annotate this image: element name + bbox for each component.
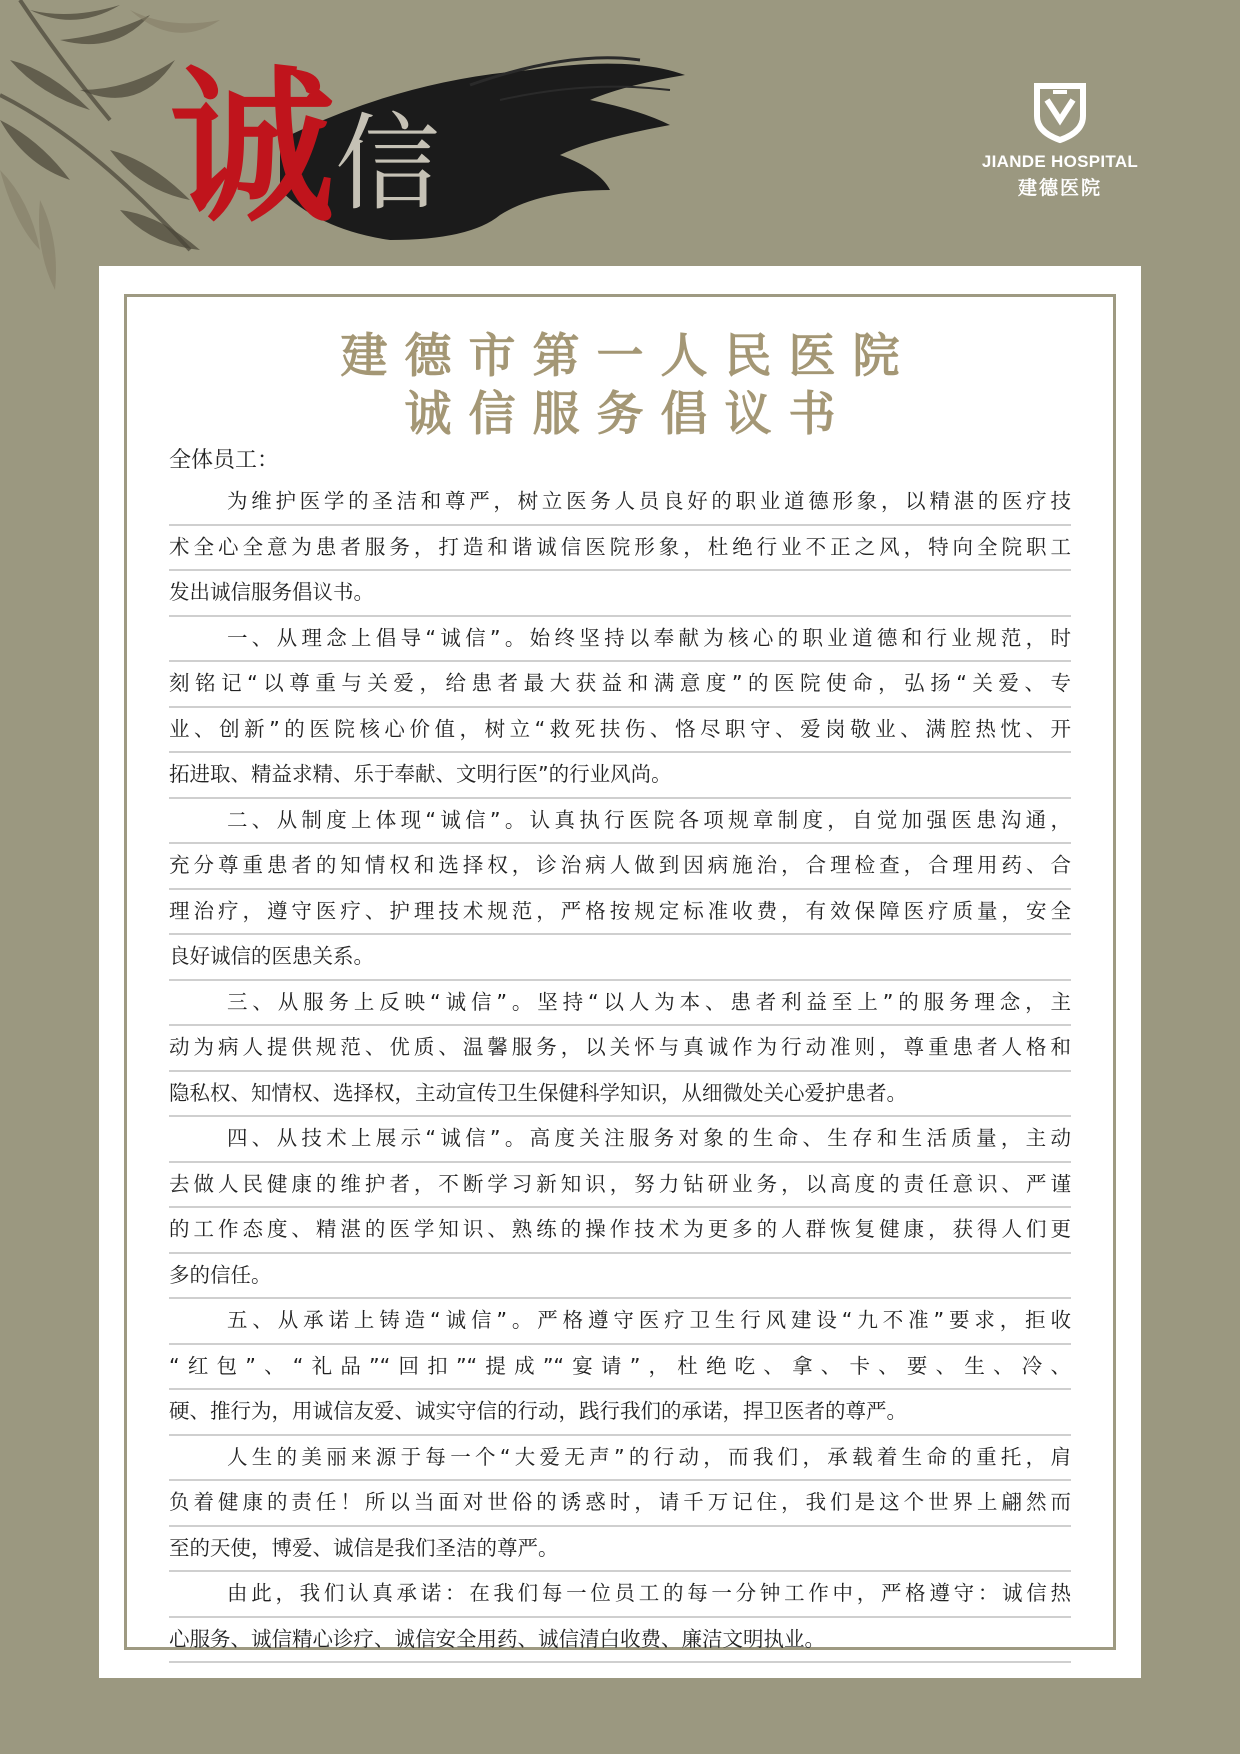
title-line-1: 建德市第一人民医院 (340, 329, 917, 384)
text-line: 拓进取、精益求精、乐于奉献、文明行医”的行业风尚。 (169, 753, 1071, 799)
text-line: 三、从服务上反映“诚信”。坚持“以人为本、患者利益至上”的服务理念，主 (169, 981, 1071, 1027)
svg-text:信: 信 (335, 103, 441, 225)
text-line: 至的天使，博爱、诚信是我们圣洁的尊严。 (169, 1527, 1071, 1573)
text-line: 二、从制度上体现“诚信”。认真执行医院各项规章制度，自觉加强医患沟通， (169, 799, 1071, 845)
text-line: 术全心全意为患者服务，打造和谐诚信医院形象，杜绝行业不正之风，特向全院职工 (169, 526, 1071, 572)
text-line: 刻铭记“以尊重与关爱，给患者最大获益和满意度”的医院使命，弘扬“关爱、专 (169, 662, 1071, 708)
text-line: 隐私权、知情权、选择权，主动宣传卫生保健科学知识，从细微处关心爱护患者。 (169, 1072, 1071, 1118)
text-line: 动为病人提供规范、优质、温馨服务，以关怀与真诚作为行动准则，尊重患者人格和 (169, 1026, 1071, 1072)
hospital-logo (970, 80, 1150, 200)
shield-logo-icon (1031, 80, 1089, 144)
text-line: 充分尊重患者的知情权和选择权，诊治病人做到因病施治，合理检查，合理用药、合 (169, 844, 1071, 890)
document-card (99, 266, 1141, 1678)
text-line: 去做人民健康的维护者，不断学习新知识，努力钻研业务，以高度的责任意识、严谨 (169, 1163, 1071, 1209)
text-line: 理治疗，遵守医疗、护理技术规范，严格按规定标准收费，有效保障医疗质量，安全 (169, 890, 1071, 936)
calligraphy-brush-art (170, 40, 690, 270)
svg-text:诚信诚: 诚 (170, 50, 335, 244)
document-body (169, 480, 1071, 1663)
text-line: 多的信任。 (169, 1254, 1071, 1300)
text-line: 人生的美丽来源于每一个“大爱无声”的行动，而我们，承载着生命的重托，肩 (169, 1436, 1071, 1482)
text-line: 业、创新”的医院核心价值，树立“救死扶伤、恪尽职守、爱岗敬业、满腔热忱、开 (169, 708, 1071, 754)
text-line: 心服务、诚信精心诊疗、诚信安全用药、诚信清白收费、廉洁文明执业。 (169, 1618, 1071, 1664)
logo-english-name: JIANDE HOSPITAL (981, 152, 1139, 171)
title-line-2: 诚信服务倡议书 (404, 387, 853, 442)
text-line: 四、从技术上展示“诚信”。高度关注服务对象的生命、生存和生活质量，主动 (169, 1117, 1071, 1163)
text-line: 为维护医学的圣洁和尊严，树立医务人员良好的职业道德形象，以精湛的医疗技 (169, 480, 1071, 526)
logo-chinese-name: 建德医院 (1017, 177, 1102, 199)
text-line: 良好诚信的医患关系。 (169, 935, 1071, 981)
text-line: 负着健康的责任！所以当面对世俗的诱惑时，请千万记住，我们是这个世界上翩然而 (169, 1481, 1071, 1527)
text-line: “红包”、“礼品”“回扣”“提成”“宴请”，杜绝吃、拿、卡、要、生、冷、 (169, 1345, 1071, 1391)
text-line: 的工作态度、精湛的医学知识、熟练的操作技术为更多的人群恢复健康，获得人们更 (169, 1208, 1071, 1254)
greeting: 全体员工： (169, 448, 280, 473)
text-line: 五、从承诺上铸造“诚信”。严格遵守医疗卫生行风建设“九不准”要求，拒收 (169, 1299, 1071, 1345)
text-line: 一、从理念上倡导“诚信”。始终坚持以奉献为核心的职业道德和行业规范，时 (169, 617, 1071, 663)
document-title (99, 328, 1141, 444)
text-line: 硬、推行为，用诚信友爱、诚实守信的行动，践行我们的承诺，捍卫医者的尊严。 (169, 1390, 1071, 1436)
text-line: 发出诚信服务倡议书。 (169, 571, 1071, 617)
text-line: 由此，我们认真承诺：在我们每一位员工的每一分钟工作中，严格遵守：诚信热 (169, 1572, 1071, 1618)
